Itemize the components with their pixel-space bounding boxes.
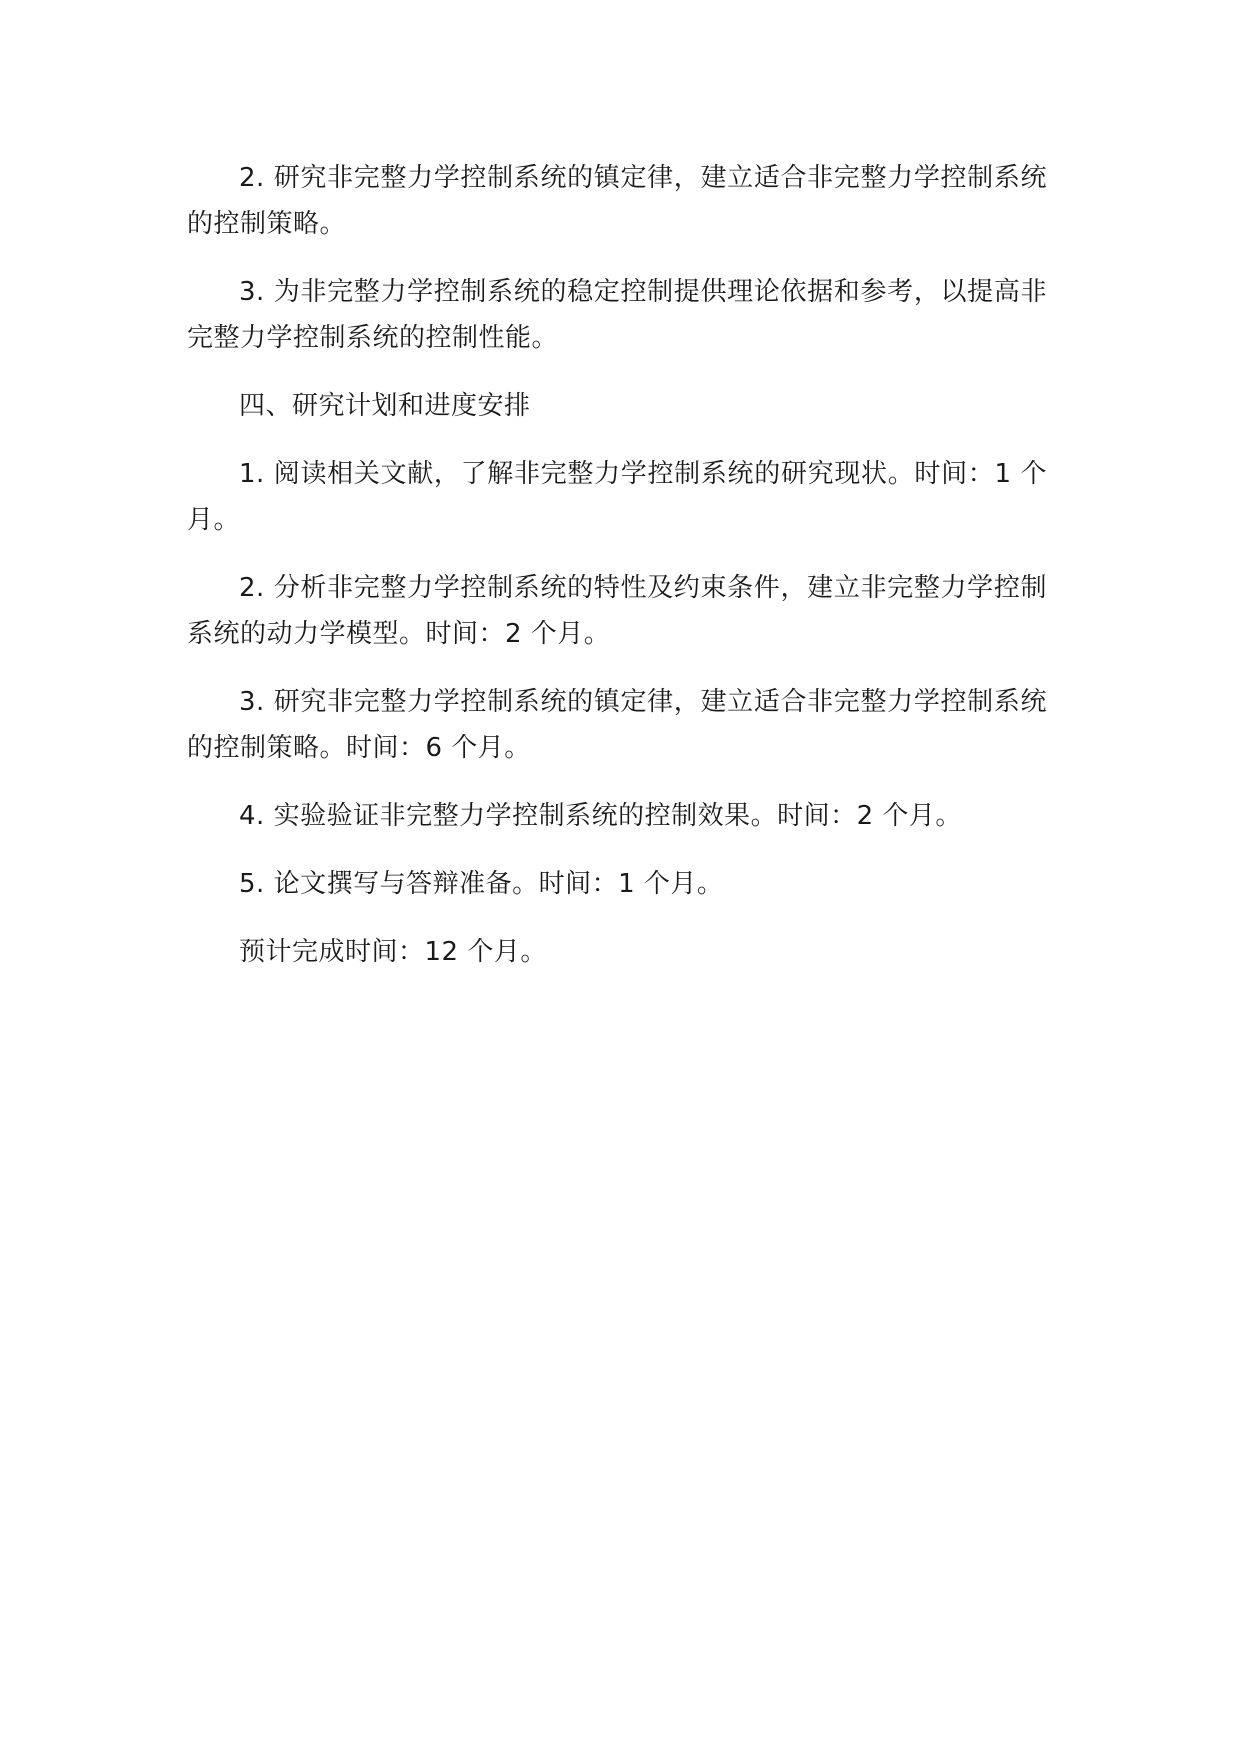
estimated-completion-time: 预计完成时间：12 个月。 [239,937,547,967]
section-heading-research-plan: 四、研究计划和进度安排 [239,391,531,421]
plan-item-4: 4. 实验验证非完整力学控制系统的控制效果。时间：2 个月。 [239,801,962,831]
plan-item-5: 5. 论文撰写与答辩准备。时间：1 个月。 [239,869,724,899]
plan-item-2: 2. 分析非完整力学控制系统的特性及约束条件，建立非完整力学控制系统的动力学模型。时间：2 个月。 [187,573,1047,649]
plan-item-3: 3. 研究非完整力学控制系统的镇定律，建立适合非完整力学控制系统的控制策略。时间：6 个月。 [187,687,1047,763]
document-body [187,155,1047,997]
objective-item-2: 2. 研究非完整力学控制系统的镇定律，建立适合非完整力学控制系统的控制策略。 [187,163,1047,239]
objective-item-3: 3. 为非完整力学控制系统的稳定控制提供理论依据和参考，以提高非完整力学控制系统的控制性能。 [187,277,1047,353]
plan-item-1: 1. 阅读相关文献，了解非完整力学控制系统的研究现状。时间：1 个月。 [187,459,1047,535]
